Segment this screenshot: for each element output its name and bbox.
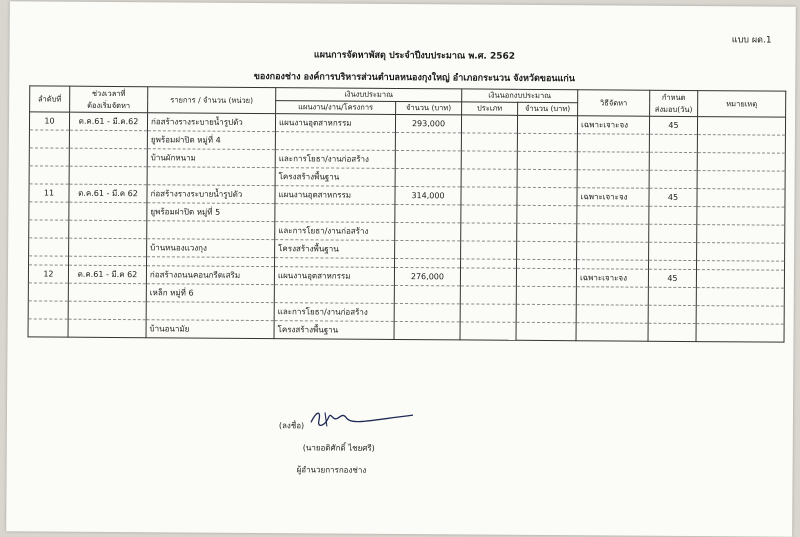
signer-position: ผู้อำนวยการกองช่าง <box>296 465 367 475</box>
header-method: วิธีจัดหา <box>578 90 650 117</box>
row-item-line: ก่อสร้างถนนคอนกรีตเสริม <box>146 266 274 285</box>
handwritten-signature <box>307 408 417 431</box>
signed-label: (ลงชื่อ) <box>278 421 305 431</box>
row-item-line: ยูพร้อมฝาปิด หมู่ที่ 5 <box>147 203 275 222</box>
header-no: ลำดับที่ <box>30 86 70 112</box>
row-no: 10 <box>29 112 69 130</box>
header-period <box>70 86 148 113</box>
row-plan-line: และการโยธา/งานก่อสร้าง <box>274 303 394 322</box>
row-plan-line: โครงสร้างพื้นฐาน <box>275 168 395 187</box>
procurement-plan-document <box>26 1 800 536</box>
row-deadline: 45 <box>649 116 697 134</box>
row-plan-line: และการโยธา/งานก่อสร้าง <box>275 222 395 241</box>
signer-name: (นายอดิศักดิ์ ไชยศรี) <box>302 443 375 453</box>
row-item-line: เหล็ก หมู่ที่ 6 <box>146 284 274 303</box>
row-method: เฉพาะเจาะจง <box>577 116 649 135</box>
row-period: ต.ค.61 - มี.ค 62 <box>69 184 147 203</box>
form-code: แบบ ผด.1 <box>731 35 772 46</box>
header-offbudget-amount: จำนวน (บาท) <box>518 102 578 115</box>
header-offbudget-type: ประเภท <box>462 102 518 115</box>
header-budget-plan: แผนงาน/งาน/โครงการ <box>276 101 396 115</box>
row-item-line: บ้านอนามัย <box>146 320 274 339</box>
row-deadline: 45 <box>648 269 696 287</box>
row-plan-line: และการโยธา/งานก่อสร้าง <box>275 150 395 169</box>
row-item-line: ก่อสร้างรางระบายน้ำรูปตัว <box>147 113 275 132</box>
header-deadline <box>650 90 698 116</box>
header-offbudget: เงินนอกงบประมาณ <box>462 89 578 103</box>
row-no: 11 <box>29 184 69 202</box>
document-title: แผนการจัดหาพัสดุ ประจำปีงบประมาณ พ.ศ. 2562 <box>313 50 516 62</box>
row-no: 12 <box>28 265 68 283</box>
row-method: เฉพาะเจาะจง <box>577 188 649 207</box>
row-plan-line: โครงสร้างพื้นฐาน <box>275 240 395 259</box>
row-plan-line: โครงสร้างพื้นฐาน <box>274 321 394 340</box>
header-budget: เงินงบประมาณ <box>276 88 462 102</box>
row-deadline: 45 <box>649 188 697 206</box>
row-item-line: บ้านหนองแวงกุง <box>147 239 275 258</box>
header-deadline-line2: ส่งมอบ(วัน) <box>654 104 693 114</box>
document-paper <box>6 1 796 536</box>
header-period-line2: ต้องเริ่มจัดหา <box>87 100 131 110</box>
header-period-line1: ช่วงเวลาที่ <box>91 88 126 98</box>
document-subtitle: ของกองช่าง องค์การบริหารส่วนตำบลหนองกุงใหญ่ อำเภอกระนวน จังหวัดขอนแก่น <box>253 71 575 85</box>
row-method: เฉพาะเจาะจง <box>576 269 648 288</box>
row-item-line: ยูพร้อมฝาปิด หมู่ที่ 4 <box>147 131 275 150</box>
procurement-table <box>28 85 787 342</box>
header-remark: หมายเหตุ <box>698 91 786 118</box>
row-amount: 314,000 <box>395 186 461 204</box>
header-item: รายการ / จำนวน (หน่วย) <box>148 87 276 114</box>
row-period: ต.ค.61 - มี.ค.62 <box>69 112 147 131</box>
row-item-line: บ้านผักหนาม <box>147 149 275 168</box>
row-amount: 293,000 <box>395 114 461 132</box>
row-plan-line: แผนงานอุตสาหกรรม <box>275 114 395 133</box>
row-item-line: ก่อสร้างรางระบายน้ำรูปตัว <box>147 185 275 204</box>
row-amount: 276,000 <box>394 267 460 285</box>
header-deadline-line1: กำหนด <box>661 92 686 102</box>
header-budget-amount: จำนวน (บาท) <box>396 101 462 114</box>
row-plan-line: แผนงานอุตสาหกรรม <box>275 186 395 205</box>
row-plan-line: แผนงานอุตสาหกรรม <box>274 267 394 286</box>
row-period: ต.ค.61 - มี.ค 62 <box>68 265 146 284</box>
